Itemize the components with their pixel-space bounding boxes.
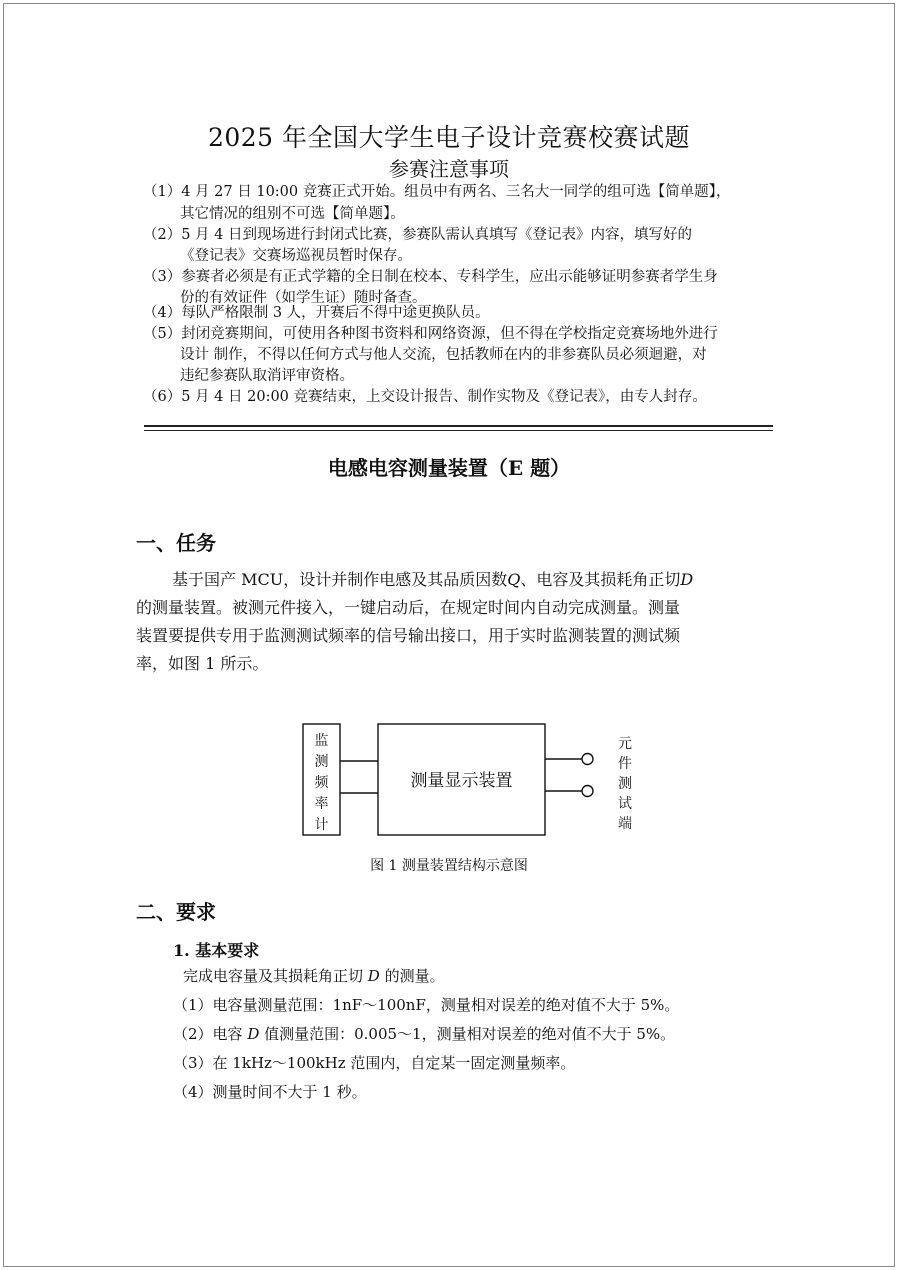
- figure-caption: 图 1 测量装置结构示意图: [370, 858, 528, 874]
- d-symbol: D: [680, 570, 694, 589]
- contest-title: 2025 年全国大学生电子设计竞赛校赛试题: [207, 123, 691, 152]
- task-paragraph-line-1: [172, 566, 693, 594]
- terminal-char-2: 件: [618, 755, 632, 771]
- freq-counter-char-5: 计: [314, 816, 329, 832]
- task-text-a: 基于国产 MCU，设计并制作电感及其品质因数: [172, 570, 508, 589]
- terminal-char-1: 元: [618, 735, 632, 751]
- task-text-b: 、电容及其损耗角正切: [520, 570, 681, 589]
- requirement-2-b: 值测量范围：0.005～1，测量相对误差的绝对值不大于 5%。: [259, 1025, 676, 1043]
- divider-thick: [144, 425, 773, 427]
- basic-intro-d: D: [367, 967, 380, 985]
- requirement-2: [173, 1023, 675, 1044]
- terminal-node-top: [582, 754, 593, 765]
- notice-5-line-1: （5）封闭竞赛期间，可使用各种图书资料和网络资源，但不得在学校指定竞赛场地外进行: [143, 326, 718, 342]
- requirements-heading: 二、要求: [136, 900, 216, 924]
- basic-intro-a: 完成电容量及其损耗角正切: [183, 967, 368, 985]
- task-paragraph-line-3: 装置要提供专用于监测测试频率的信号输出接口，用于实时监测装置的测试频: [136, 626, 681, 645]
- measurement-device-label: 测量显示装置: [410, 771, 513, 790]
- q-symbol: Q: [507, 570, 521, 589]
- task-paragraph-line-2: 的测量装置。被测元件接入，一键启动后，在规定时间内自动完成测量。测量: [136, 598, 681, 617]
- freq-counter-char-3: 频: [314, 774, 329, 790]
- terminal-node-bottom: [582, 786, 593, 797]
- requirement-2-a: （2）电容: [173, 1025, 248, 1043]
- basic-intro: [183, 965, 445, 986]
- terminal-char-3: 测: [618, 775, 632, 791]
- notice-4: （4）每队严格限制 3 人，开赛后不得中途更换队员。: [143, 305, 490, 321]
- task-heading: 一、任务: [136, 531, 216, 555]
- notice-heading: 参赛注意事项: [389, 157, 509, 181]
- notice-5-line-3: 违纪参赛队取消评审资格。: [180, 368, 354, 384]
- task-paragraph-line-4: 率，如图 1 所示。: [136, 654, 269, 673]
- notice-1-line-1: （1）4 月 27 日 10:00 竞赛正式开始。组员中有两名、三名大一同学的组可选【简单题】，: [143, 184, 731, 200]
- terminal-char-5: 端: [618, 815, 632, 831]
- problem-title: 电感电容测量装置（E 题）: [327, 456, 571, 480]
- basic-requirements-heading: 1. 基本要求: [173, 941, 260, 960]
- notice-2-line-1: （2）5 月 4 日到现场进行封闭式比赛，参赛队需认真填写《登记表》内容，填写好的: [143, 227, 693, 243]
- notice-1-line-2: 其它情况的组别不可选【简单题】。: [180, 206, 405, 222]
- notice-6: （6）5 月 4 日 20:00 竞赛结束，上交设计报告、制作实物及《登记表》，由专人封存。: [143, 389, 707, 405]
- notice-5-line-2: 设计 制作，不得以任何方式与他人交流，包括教师在内的非参赛队员必须迴避，对: [180, 347, 707, 363]
- notice-2-line-2: 《登记表》交赛场巡视员暂时保存。: [180, 248, 412, 264]
- notice-3-line-2: 份的有效证件（如学生证）随时备查。: [180, 290, 427, 306]
- requirement-1: （1）电容量测量范围：1nF～100nF，测量相对误差的绝对值不大于 5%。: [173, 996, 680, 1014]
- freq-counter-char-4: 率: [314, 795, 329, 811]
- basic-intro-b: 的测量。: [379, 967, 445, 985]
- requirement-4: （4）测量时间不大于 1 秒。: [173, 1083, 367, 1101]
- freq-counter-char-2: 测: [314, 753, 329, 769]
- freq-counter-char-1: 监: [314, 732, 329, 748]
- requirement-3: （3）在 1kHz～100kHz 范围内，自定某一固定测量频率。: [173, 1054, 576, 1072]
- notice-3-line-1: （3）参赛者必须是有正式学籍的全日制在校本、专科学生，应出示能够证明参赛者学生身: [143, 269, 718, 285]
- divider-thin: [144, 430, 773, 431]
- terminal-char-4: 试: [618, 795, 632, 811]
- structure-diagram: [290, 715, 650, 840]
- requirement-2-d: D: [247, 1025, 260, 1043]
